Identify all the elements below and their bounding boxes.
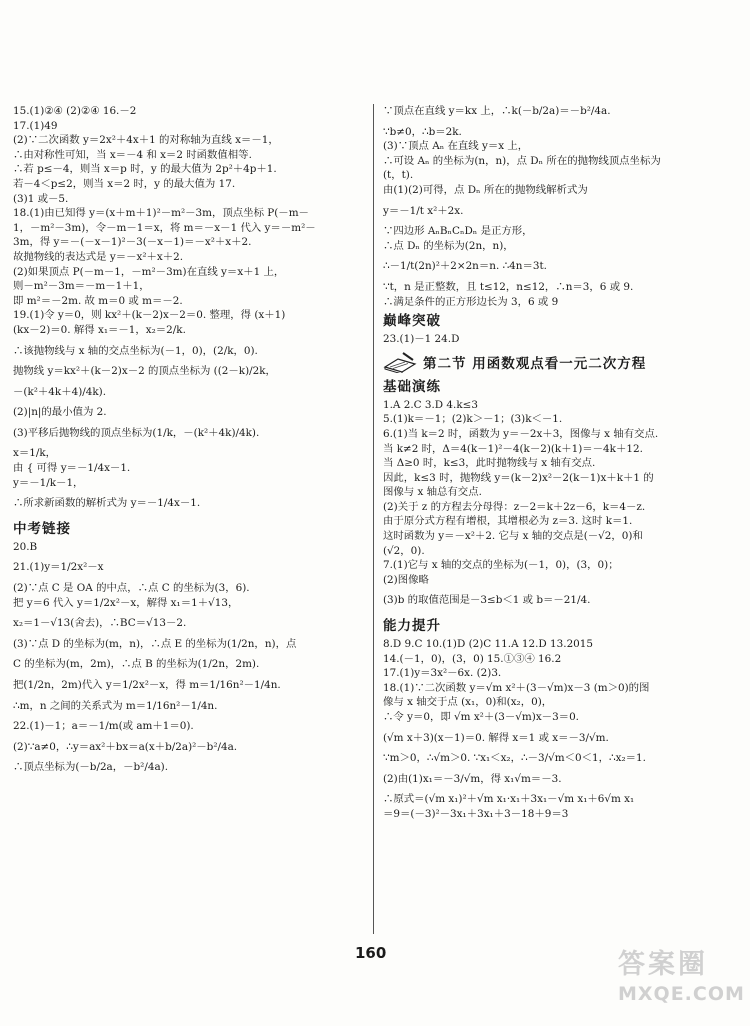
answer-line: 1.A 2.C 3.D 4.k≤3	[383, 398, 478, 411]
watermark-top: 答案圈	[618, 949, 708, 980]
answer-line: ∴若 p≤－4，则当 x＝p 时，y 的最大值为 2p²＋4p＋1.	[13, 163, 277, 176]
answer-line: ∴可设 Aₙ 的坐标为(n，n)，点 Dₙ 所在的抛物线顶点坐标为	[383, 154, 661, 167]
answer-line: 图像与 x 轴总有交点.	[383, 486, 482, 499]
answer-line: ∴该抛物线与 x 轴的交点坐标为(－1，0)，(2/k，0).	[13, 344, 258, 357]
answer-line: 17.(1)49	[13, 119, 58, 132]
answer-line: C 的坐标为(m，2m)，∴点 B 的坐标为(1/2n，2m).	[13, 658, 260, 671]
answer-line: ∵m＞0，∴√m＞0. ∵x₁＜x₂，∴－3/√m＜0＜1，∴x₂＝1.	[383, 752, 646, 765]
answer-line: 20.B	[13, 540, 38, 553]
answer-line: ∴所求新函数的解析式为 y＝－1/4x－1.	[13, 497, 201, 510]
left-column	[13, 104, 368, 775]
answer-line: －(k²＋4k＋4)/4k).	[13, 385, 107, 398]
section-heading: 中考链接	[13, 520, 71, 537]
answer-line: (2)如果顶点 P(－m－1，－m²－3m)在直线 y＝x＋1 上，	[13, 265, 285, 278]
answer-line: ∵顶点在直线 y＝kx 上，∴k(－b/2a)＝－b²/4a.	[383, 105, 611, 117]
answer-line: x＝1/k，	[13, 447, 57, 460]
answer-line: 把 y＝6 代入 y＝1/2x²－x，解得 x₁＝1＋√13，	[13, 596, 239, 609]
answer-line: ∴－1/t(2n)²＋2×2n＝n. ∴4n＝3t.	[383, 260, 547, 273]
answer-line: 抛物线 y＝kx²＋(k－2)x－2 的顶点坐标为 ((2－k)/2k，	[13, 365, 276, 378]
answer-line: ∴点 Dₙ 的坐标为(2n，n)，	[383, 239, 514, 252]
spacer	[13, 511, 368, 517]
chapter-section-text: 第二节 用函数观点看一元二次方程	[423, 355, 647, 372]
answer-line: 则－m²－3m＝－m－1＋1，	[13, 280, 150, 293]
answer-line: ∵t，n 是正整数，且 t≤12，n≤12，∴n＝3，6 或 9.	[383, 280, 634, 293]
answer-line: 18.(1)由已知得 y＝(x＋m＋1)²－m²－3m，顶点坐标 P(－m－	[13, 207, 309, 220]
answer-line: ∴令 y＝0，即 √m x²＋(3－√m)x－3＝0.	[383, 711, 579, 723]
answer-line: 故抛物线的表达式是 y＝－x²＋x＋2.	[13, 250, 184, 263]
answer-line: 23.(1)－1 24.D	[383, 333, 460, 346]
answer-line: 8.D 9.C 10.(1)D (2)C 11.A 12.D 13.2015	[383, 638, 594, 651]
answer-line: 5.(1)k＝－1；(2)k＞－1；(3)k＜－1.	[383, 413, 563, 426]
column-divider	[373, 104, 374, 934]
spacer	[383, 608, 738, 614]
watermark	[618, 942, 745, 1020]
answer-line: (3)平移后抛物线的顶点坐标为(1/k，－(k²＋4k)/4k).	[13, 426, 260, 439]
answer-line: 这时函数为 y＝－x²＋2. 它与 x 轴的交点是(－√2，0)和	[383, 530, 643, 543]
answer-line: ∴满足条件的正方形边长为 3，6 或 9	[383, 295, 559, 308]
chapter-section-title	[383, 351, 738, 373]
answer-line: (kx－2)＝0. 解得 x₁＝－1，x₂＝2/k.	[13, 323, 186, 336]
book-pen-icon	[383, 351, 417, 373]
answer-line: (2)∵二次函数 y＝2x²＋4x＋1 的对称轴为直线 x＝－1，	[13, 134, 279, 147]
answer-line: (2)|n|的最小值为 2.	[13, 406, 107, 419]
answer-line: 19.(1)令 y＝0，则 kx²＋(k－2)x－2＝0. 整理，得 (x＋1)	[13, 309, 286, 322]
answer-line: ∴由对称性可知，当 x＝－4 和 x＝2 时函数值相等.	[13, 148, 252, 161]
answer-line: 若－4＜p≤2，则当 x＝2 时，y 的最大值为 17.	[13, 177, 236, 190]
answer-line: 7.(1)它与 x 轴的交点的坐标为(－1，0)，(3，0)；	[383, 559, 619, 572]
page-number: 160	[355, 944, 387, 962]
watermark-bottom: MXQE.COM	[618, 983, 745, 1005]
section-heading: 能力提升	[383, 618, 441, 635]
answer-line: 即 m²＝－2m. 故 m＝0 或 m＝－2.	[13, 294, 183, 307]
answer-line: x₂＝1－√13(舍去)，∴BC＝√13－2.	[13, 617, 187, 630]
answer-line: ∵b≠0，∴b＝2k.	[383, 125, 462, 138]
answer-line: 把(1/2n，2m)代入 y＝1/2x²－x，得 m＝1/16n²－1/4n.	[13, 679, 281, 691]
answer-line: ∴m，n 之间的关系式为 m＝1/16n²－1/4n.	[13, 699, 218, 712]
answer-line: (2)关于 z 的方程去分母得：z－2＝k＋2z－6，k＝4－z.	[383, 500, 646, 513]
answer-line: (2)∵a≠0，∴y＝ax²＋bx＝a(x＋b/2a)²－b²/4a.	[13, 740, 238, 753]
answer-line: ∴顶点坐标为(－b/2a，－b²/4a).	[13, 761, 169, 774]
answer-line: (3)∵顶点 Aₙ 在直线 y＝x 上，	[383, 140, 529, 153]
answer-line: y＝－1/k－1，	[13, 476, 84, 489]
answer-line: (3)b 的取值范围是－3≤b＜1 或 b＝－21/4.	[383, 594, 591, 607]
answer-line: 由(1)(2)可得，点 Dₙ 所在的抛物线解析式为	[383, 183, 588, 196]
answer-line: 6.(1)当 k＝2 时，函数为 y＝－2x＋3，图像与 x 轴有交点.	[383, 427, 659, 440]
answer-line: 像与 x 轴交于点 (x₁，0)和(x₂，0)，	[383, 696, 553, 709]
answer-line: 15.(1)②④ (2)②④ 16.－2	[13, 105, 137, 117]
answer-line: 22.(1)－1；a＝－1/m(或 am＋1＝0).	[13, 720, 194, 733]
answer-line: (3)1 或－5.	[13, 192, 69, 205]
answer-line: y＝－1/t x²＋2x.	[383, 204, 464, 217]
answer-line: (t，t).	[383, 169, 414, 182]
answer-line: 21.(1)y＝1/2x²－x	[13, 561, 104, 574]
answer-line: 17.(1)y＝3x²－6x. (2)3.	[383, 667, 502, 680]
answer-line: ∵四边形 AₙBₙCₙDₙ 是正方形，	[383, 225, 533, 238]
answer-line: (2)由(1)x₁＝－3/√m，得 x₁√m＝－3.	[383, 772, 562, 785]
answer-line: ∴原式＝(√m x₁)²＋√m x₁·x₁＋3x₁－√m x₁＋6√m x₁	[383, 793, 635, 806]
answer-line: (3)∵点 D 的坐标为(m，n)，∴点 E 的坐标为(1/2n，n)，点	[13, 637, 297, 650]
answer-line: 由于原分式方程有增根，其增根必为 z＝3. 这时 k＝1.	[383, 515, 633, 528]
answer-line: 1，－m²－3m)，令－m－1＝x，将 m＝－x－1 代入 y＝－m²－	[13, 221, 316, 234]
answer-line: 3m，得 y＝－(－x－1)²－3(－x－1)＝－x²＋x＋2.	[13, 236, 252, 249]
answer-line: 14.(－1，0)，(3，0) 15.①③④ 16.2	[383, 652, 562, 665]
answer-line: 当 k≠2 时，Δ＝4(k－1)²－4(k－2)(k＋1)＝－4k＋12.	[383, 442, 643, 455]
answer-line: 18.(1)∵二次函数 y＝√m x²＋(3－√m)x－3 (m＞0)的图	[383, 681, 650, 694]
answer-line: (√m x＋3)(x－1)＝0. 解得 x＝1 或 x＝－3/√m.	[383, 731, 609, 744]
section-heading: 巅峰突破	[383, 313, 441, 330]
answer-line: 由 { 可得 y＝－1/4x－1.	[13, 462, 131, 475]
answer-line: 当 Δ≥0 时，k≤3，此时抛物线与 x 轴有交点.	[383, 457, 596, 470]
answer-line: (2)∵点 C 是 OA 的中点，∴点 C 的坐标为(3，6).	[13, 582, 250, 595]
answer-line: (2)图像略	[383, 573, 429, 586]
answer-line: 因此，k≤3 时，抛物线 y＝(k－2)x²－2(k－1)x＋k＋1 的	[383, 471, 654, 484]
answer-line: (√2，0).	[383, 544, 425, 557]
answer-line: ＝9＝(－3)²－3x₁＋3x₁＋3－18＋9＝3	[383, 807, 569, 820]
right-column	[383, 104, 738, 822]
section-heading: 基础演练	[383, 378, 441, 395]
